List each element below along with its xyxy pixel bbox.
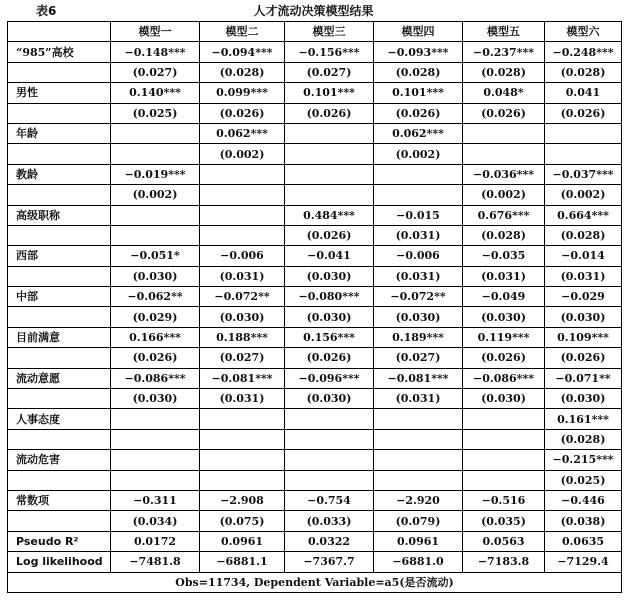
coefficient-cell: −0.086*** xyxy=(463,368,545,388)
standard-error-cell: (0.034) xyxy=(111,511,200,531)
standard-error-cell: (0.031) xyxy=(374,389,463,409)
standard-error-cell: (0.026) xyxy=(463,103,545,123)
coefficient-cell: −0.019*** xyxy=(111,164,200,184)
coefficient-cell: 0.109*** xyxy=(545,327,622,347)
coefficient-cell: −0.086*** xyxy=(111,368,200,388)
header-model-5: 模型五 xyxy=(463,22,545,42)
standard-error-cell: (0.030) xyxy=(545,389,622,409)
header-model-2: 模型二 xyxy=(200,22,285,42)
standard-error-cell xyxy=(463,470,545,490)
coefficient-cell xyxy=(463,409,545,429)
coef-row xyxy=(8,123,622,143)
standard-error-cell: (0.002) xyxy=(200,144,285,164)
standard-error-cell: (0.028) xyxy=(545,225,622,245)
standard-error-cell: (0.027) xyxy=(200,348,285,368)
coefficient-cell: 0.099*** xyxy=(200,83,285,103)
coef-row xyxy=(8,327,622,347)
se-row xyxy=(8,470,622,490)
se-row xyxy=(8,389,622,409)
variable-label: 年龄 xyxy=(8,123,111,143)
coefficient-cell: −0.516 xyxy=(463,490,545,510)
coefficient-cell: −0.036*** xyxy=(463,164,545,184)
coefficient-cell: −0.096*** xyxy=(285,368,374,388)
coefficient-cell: −0.093*** xyxy=(374,42,463,62)
footer-row xyxy=(8,572,622,592)
variable-label: 西部 xyxy=(8,246,111,266)
standard-error-cell: (0.028) xyxy=(463,225,545,245)
variable-label-spacer xyxy=(8,389,111,409)
variable-label-spacer xyxy=(8,144,111,164)
standard-error-cell: (0.002) xyxy=(374,144,463,164)
coefficient-cell xyxy=(200,205,285,225)
se-row xyxy=(8,348,622,368)
coefficient-cell: 0.676*** xyxy=(463,205,545,225)
standard-error-cell: (0.026) xyxy=(200,103,285,123)
header-corner xyxy=(8,22,111,42)
standard-error-cell: (0.026) xyxy=(545,103,622,123)
coef-row xyxy=(8,42,622,62)
coef-row xyxy=(8,164,622,184)
coefficient-cell: −0.081*** xyxy=(200,368,285,388)
standard-error-cell: (0.031) xyxy=(545,266,622,286)
variable-label: “985”高校 xyxy=(8,42,111,62)
standard-error-cell: (0.030) xyxy=(111,266,200,286)
standard-error-cell: (0.035) xyxy=(463,511,545,531)
coefficient-cell: −0.014 xyxy=(545,246,622,266)
coefficient-cell: −0.156*** xyxy=(285,42,374,62)
standard-error-cell: (0.075) xyxy=(200,511,285,531)
standard-error-cell xyxy=(285,144,374,164)
coef-row xyxy=(8,205,622,225)
standard-error-cell: (0.030) xyxy=(374,307,463,327)
standard-error-cell: (0.079) xyxy=(374,511,463,531)
standard-error-cell xyxy=(463,144,545,164)
table-number: 表6 xyxy=(36,4,57,18)
coefficient-cell xyxy=(374,164,463,184)
coefficient-cell: −0.041 xyxy=(285,246,374,266)
stat-value-cell: −7129.4 xyxy=(545,552,622,572)
stat-value-cell: 0.0172 xyxy=(111,531,200,551)
coef-row xyxy=(8,368,622,388)
coefficient-cell: −0.446 xyxy=(545,490,622,510)
coefficient-cell: −0.311 xyxy=(111,490,200,510)
coefficient-cell: −2.920 xyxy=(374,490,463,510)
variable-label-spacer xyxy=(8,103,111,123)
se-row xyxy=(8,225,622,245)
coefficient-cell: −0.006 xyxy=(374,246,463,266)
stat-value-cell: −6881.0 xyxy=(374,552,463,572)
standard-error-cell: (0.025) xyxy=(111,103,200,123)
coef-row xyxy=(8,490,622,510)
coefficient-cell: 0.101*** xyxy=(285,83,374,103)
coefficient-cell: 0.041 xyxy=(545,83,622,103)
standard-error-cell: (0.026) xyxy=(285,348,374,368)
coefficient-cell: 0.062*** xyxy=(374,123,463,143)
standard-error-cell: (0.025) xyxy=(545,470,622,490)
standard-error-cell: (0.030) xyxy=(285,266,374,286)
standard-error-cell xyxy=(374,470,463,490)
variable-label-spacer xyxy=(8,511,111,531)
coefficient-cell xyxy=(111,450,200,470)
variable-label: 教龄 xyxy=(8,164,111,184)
coefficient-cell: −0.049 xyxy=(463,287,545,307)
standard-error-cell xyxy=(374,185,463,205)
header-row xyxy=(8,22,622,42)
stat-value-cell: −7183.8 xyxy=(463,552,545,572)
standard-error-cell: (0.031) xyxy=(200,266,285,286)
se-row xyxy=(8,103,622,123)
coefficient-cell: 0.048* xyxy=(463,83,545,103)
coefficient-cell: 0.156*** xyxy=(285,327,374,347)
variable-label: 常数项 xyxy=(8,490,111,510)
standard-error-cell: (0.031) xyxy=(374,266,463,286)
coefficient-cell: −0.148*** xyxy=(111,42,200,62)
coefficient-cell: −0.080*** xyxy=(285,287,374,307)
stat-row xyxy=(8,552,622,572)
coefficient-cell xyxy=(285,450,374,470)
stat-label: Log likelihood xyxy=(8,552,111,572)
variable-label: 人事态度 xyxy=(8,409,111,429)
variable-label: 流动意愿 xyxy=(8,368,111,388)
standard-error-cell: (0.031) xyxy=(374,225,463,245)
coefficient-cell: −0.051* xyxy=(111,246,200,266)
coefficient-cell: −0.094*** xyxy=(200,42,285,62)
standard-error-cell: (0.026) xyxy=(285,103,374,123)
standard-error-cell: (0.026) xyxy=(463,348,545,368)
standard-error-cell: (0.028) xyxy=(374,62,463,82)
standard-error-cell: (0.002) xyxy=(111,185,200,205)
table-body xyxy=(8,42,622,593)
coef-row xyxy=(8,409,622,429)
standard-error-cell: (0.038) xyxy=(545,511,622,531)
se-row xyxy=(8,266,622,286)
standard-error-cell xyxy=(285,470,374,490)
standard-error-cell: (0.028) xyxy=(200,62,285,82)
header-model-3: 模型三 xyxy=(285,22,374,42)
coefficient-cell: −0.062** xyxy=(111,287,200,307)
coefficient-cell: 0.101*** xyxy=(374,83,463,103)
variable-label-spacer xyxy=(8,266,111,286)
stat-value-cell: −7481.8 xyxy=(111,552,200,572)
coefficient-cell xyxy=(285,409,374,429)
coefficient-cell xyxy=(200,450,285,470)
standard-error-cell: (0.028) xyxy=(545,429,622,449)
standard-error-cell: (0.030) xyxy=(463,389,545,409)
coefficient-cell xyxy=(111,205,200,225)
se-row xyxy=(8,185,622,205)
stat-label: Pseudo R² xyxy=(8,531,111,551)
se-row xyxy=(8,511,622,531)
coefficient-cell: 0.062*** xyxy=(200,123,285,143)
standard-error-cell xyxy=(463,429,545,449)
stat-row xyxy=(8,531,622,551)
standard-error-cell: (0.026) xyxy=(111,348,200,368)
standard-error-cell: (0.031) xyxy=(463,266,545,286)
standard-error-cell: (0.030) xyxy=(285,389,374,409)
coefficient-cell: 0.189*** xyxy=(374,327,463,347)
coefficient-cell: −0.071** xyxy=(545,368,622,388)
variable-label-spacer xyxy=(8,470,111,490)
results-table xyxy=(7,21,622,593)
coefficient-cell: 0.161*** xyxy=(545,409,622,429)
coefficient-cell: 0.664*** xyxy=(545,205,622,225)
standard-error-cell: (0.031) xyxy=(200,389,285,409)
standard-error-cell xyxy=(285,185,374,205)
standard-error-cell xyxy=(111,429,200,449)
table-title: 人才流动决策模型结果 xyxy=(253,4,374,18)
coefficient-cell xyxy=(463,450,545,470)
coef-row xyxy=(8,246,622,266)
standard-error-cell: (0.030) xyxy=(200,307,285,327)
coefficient-cell xyxy=(463,123,545,143)
coefficient-cell: 0.166*** xyxy=(111,327,200,347)
stat-value-cell: 0.0322 xyxy=(285,531,374,551)
stat-value-cell: −7367.7 xyxy=(285,552,374,572)
standard-error-cell xyxy=(285,429,374,449)
coefficient-cell xyxy=(285,123,374,143)
standard-error-cell: (0.027) xyxy=(285,62,374,82)
coefficient-cell xyxy=(111,409,200,429)
table-footer-note: Obs=11734, Dependent Variable=a5(是否流动) xyxy=(8,572,622,592)
standard-error-cell: (0.026) xyxy=(285,225,374,245)
coefficient-cell: 0.188*** xyxy=(200,327,285,347)
coefficient-cell xyxy=(200,164,285,184)
standard-error-cell xyxy=(200,470,285,490)
standard-error-cell: (0.027) xyxy=(374,348,463,368)
coefficient-cell xyxy=(200,409,285,429)
coefficient-cell: −0.006 xyxy=(200,246,285,266)
coefficient-cell xyxy=(374,409,463,429)
stat-value-cell: 0.0961 xyxy=(200,531,285,551)
variable-label-spacer xyxy=(8,62,111,82)
stat-value-cell: 0.0961 xyxy=(374,531,463,551)
coefficient-cell: −0.248*** xyxy=(545,42,622,62)
standard-error-cell: (0.030) xyxy=(463,307,545,327)
standard-error-cell xyxy=(200,185,285,205)
standard-error-cell xyxy=(200,429,285,449)
variable-label-spacer xyxy=(8,185,111,205)
standard-error-cell xyxy=(111,144,200,164)
standard-error-cell: (0.026) xyxy=(374,103,463,123)
standard-error-cell: (0.030) xyxy=(285,307,374,327)
table-caption xyxy=(0,0,627,20)
coefficient-cell: −0.029 xyxy=(545,287,622,307)
standard-error-cell xyxy=(200,225,285,245)
coefficient-cell: −0.754 xyxy=(285,490,374,510)
stat-value-cell: 0.0563 xyxy=(463,531,545,551)
se-row xyxy=(8,144,622,164)
se-row xyxy=(8,307,622,327)
variable-label: 男性 xyxy=(8,83,111,103)
coefficient-cell xyxy=(374,450,463,470)
standard-error-cell: (0.028) xyxy=(545,62,622,82)
variable-label-spacer xyxy=(8,348,111,368)
standard-error-cell: (0.029) xyxy=(111,307,200,327)
standard-error-cell xyxy=(111,225,200,245)
variable-label-spacer xyxy=(8,225,111,245)
standard-error-cell xyxy=(374,429,463,449)
coefficient-cell: −0.237*** xyxy=(463,42,545,62)
coefficient-cell: −0.035 xyxy=(463,246,545,266)
coefficient-cell: −2.908 xyxy=(200,490,285,510)
header-model-6: 模型六 xyxy=(545,22,622,42)
variable-label: 流动危害 xyxy=(8,450,111,470)
coefficient-cell: −0.215*** xyxy=(545,450,622,470)
standard-error-cell: (0.033) xyxy=(285,511,374,531)
standard-error-cell: (0.027) xyxy=(111,62,200,82)
coefficient-cell: 0.119*** xyxy=(463,327,545,347)
stat-value-cell: −6881.1 xyxy=(200,552,285,572)
standard-error-cell: (0.030) xyxy=(111,389,200,409)
standard-error-cell xyxy=(111,470,200,490)
se-row xyxy=(8,429,622,449)
standard-error-cell: (0.030) xyxy=(545,307,622,327)
coefficient-cell xyxy=(285,164,374,184)
coefficient-cell xyxy=(545,123,622,143)
variable-label: 目前满意 xyxy=(8,327,111,347)
standard-error-cell: (0.002) xyxy=(545,185,622,205)
header-model-1: 模型一 xyxy=(111,22,200,42)
coefficient-cell xyxy=(111,123,200,143)
coefficient-cell: 0.484*** xyxy=(285,205,374,225)
coefficient-cell: −0.015 xyxy=(374,205,463,225)
coefficient-cell: 0.140*** xyxy=(111,83,200,103)
coefficient-cell: −0.072** xyxy=(374,287,463,307)
coef-row xyxy=(8,287,622,307)
standard-error-cell: (0.028) xyxy=(463,62,545,82)
variable-label: 高级职称 xyxy=(8,205,111,225)
coefficient-cell: −0.037*** xyxy=(545,164,622,184)
header-model-4: 模型四 xyxy=(374,22,463,42)
variable-label-spacer xyxy=(8,307,111,327)
coefficient-cell: −0.072** xyxy=(200,287,285,307)
standard-error-cell xyxy=(545,144,622,164)
coef-row xyxy=(8,450,622,470)
coef-row xyxy=(8,83,622,103)
coefficient-cell: −0.081*** xyxy=(374,368,463,388)
standard-error-cell: (0.026) xyxy=(545,348,622,368)
standard-error-cell: (0.002) xyxy=(463,185,545,205)
se-row xyxy=(8,62,622,82)
variable-label: 中部 xyxy=(8,287,111,307)
variable-label-spacer xyxy=(8,429,111,449)
stat-value-cell: 0.0635 xyxy=(545,531,622,551)
